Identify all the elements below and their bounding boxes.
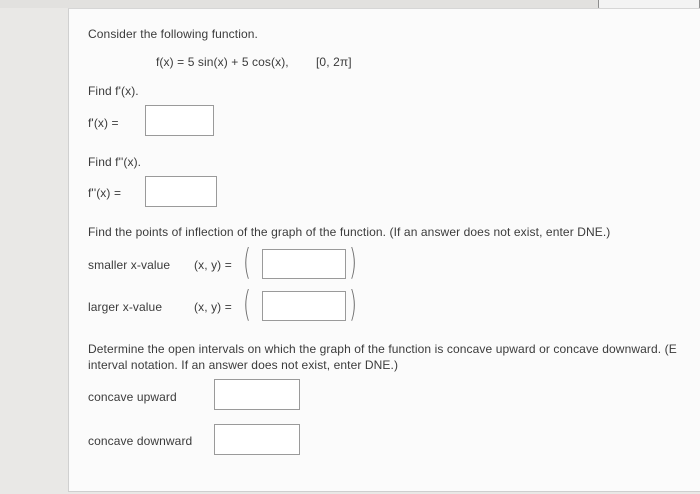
top-bar	[0, 0, 700, 8]
part1-label: f'(x) =	[88, 116, 119, 130]
larger-point-input[interactable]	[262, 291, 346, 321]
first-derivative-input[interactable]	[145, 105, 214, 136]
concave-upward-label: concave upward	[88, 390, 177, 404]
smaller-x-label: smaller x-value	[88, 258, 171, 272]
part2-label: f''(x) =	[88, 186, 122, 200]
part2-prompt: Find f''(x).	[88, 155, 142, 169]
smaller-open-paren: (	[243, 242, 251, 283]
part1-prompt: Find f'(x).	[88, 84, 139, 98]
smaller-point-input[interactable]	[262, 249, 346, 279]
question-panel	[68, 8, 700, 492]
concave-downward-label: concave downward	[88, 434, 193, 448]
larger-open-paren: (	[243, 284, 251, 325]
smaller-close-paren: )	[349, 242, 357, 283]
larger-close-paren: )	[349, 284, 357, 325]
concave-upward-input[interactable]	[214, 379, 300, 410]
smaller-coord-label: (x, y) =	[194, 258, 232, 272]
function-interval: [0, 2π]	[316, 55, 352, 69]
intro-text: Consider the following function.	[88, 27, 258, 41]
part3-prompt: Find the points of inflection of the graph of the function. (If an answer does not exist, enter DNE.)	[88, 225, 611, 239]
function-expression: f(x) = 5 sin(x) + 5 cos(x),	[156, 55, 289, 69]
concave-downward-input[interactable]	[214, 424, 300, 455]
larger-coord-label: (x, y) =	[194, 300, 232, 314]
larger-x-label: larger x-value	[88, 300, 163, 314]
part4-prompt-line2: interval notation. If an answer does not exist, enter DNE.)	[88, 358, 399, 372]
part4-prompt-line1: Determine the open intervals on which the graph of the function is concave upward or concave downward. (E	[88, 342, 677, 356]
second-derivative-input[interactable]	[145, 176, 217, 207]
